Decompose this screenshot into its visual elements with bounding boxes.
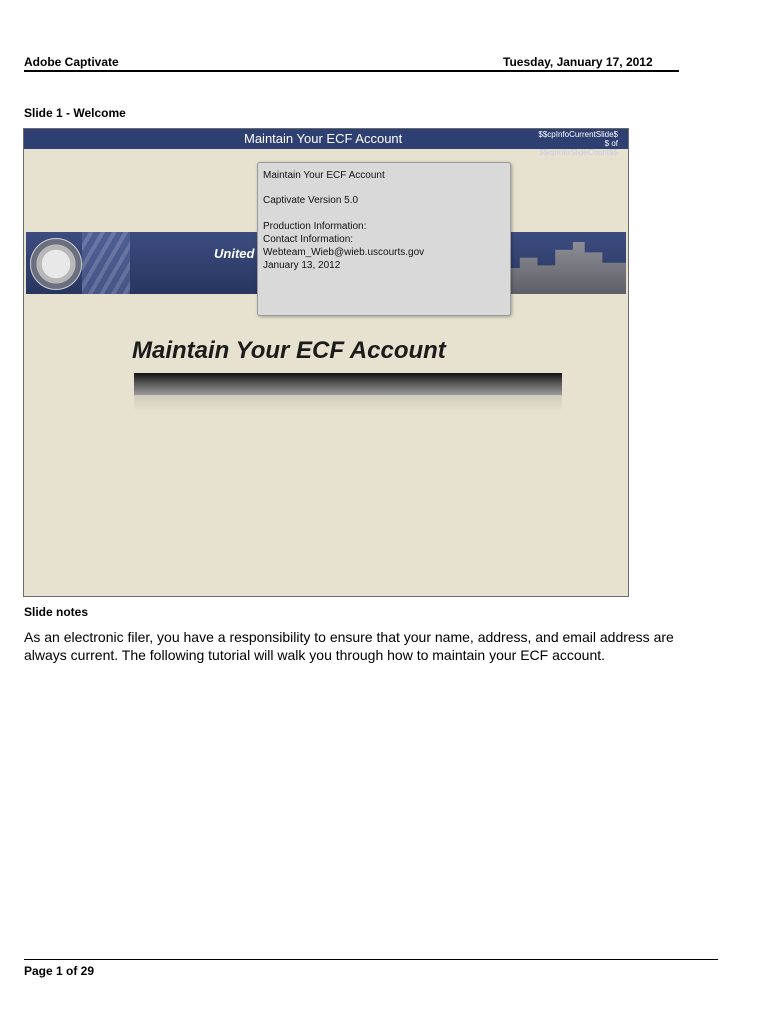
popup-date: January 13, 2012 (263, 260, 341, 271)
info-popup (257, 162, 511, 316)
flag-image (82, 232, 130, 294)
title-underline-fade (134, 395, 562, 411)
banner-text: United (214, 246, 255, 261)
court-seal-icon (30, 238, 82, 290)
slide-counter-current: $$cpInfoCurrentSlide$ (538, 130, 618, 139)
header-date: Tuesday, January 17, 2012 (503, 55, 653, 69)
slide-heading: Slide 1 - Welcome (24, 106, 126, 120)
popup-title: Maintain Your ECF Account (263, 170, 385, 181)
slide-counter-of: $ of (604, 139, 618, 148)
notes-label: Slide notes (24, 605, 89, 619)
popup-production: Production Information: (263, 221, 367, 232)
popup-email: Webteam_Wieb@wieb.uscourts.gov (263, 247, 425, 258)
slide-topbar (24, 129, 628, 157)
header-divider (24, 70, 679, 72)
slide-main-title: Maintain Your ECF Account (132, 337, 446, 364)
footer-divider (24, 959, 718, 960)
courthouse-image (508, 242, 626, 294)
slide-counter-total: $$cpInfoSlideCount$$ (539, 148, 618, 157)
title-underline-bar (134, 373, 562, 395)
slide-topbar-title: Maintain Your ECF Account (244, 131, 403, 146)
header-app-name: Adobe Captivate (24, 55, 119, 69)
slide-thumbnail (23, 128, 629, 597)
page-number: Page 1 of 29 (24, 964, 95, 978)
popup-version: Captivate Version 5.0 (263, 195, 359, 206)
notes-text: As an electronic filer, you have a responsibility to ensure that your name, address, and email address are always current. The following tutorial will walk you through how to maintain your ECF account. (24, 629, 674, 663)
popup-contact: Contact Information: (263, 234, 354, 245)
slide-counter (538, 130, 618, 157)
